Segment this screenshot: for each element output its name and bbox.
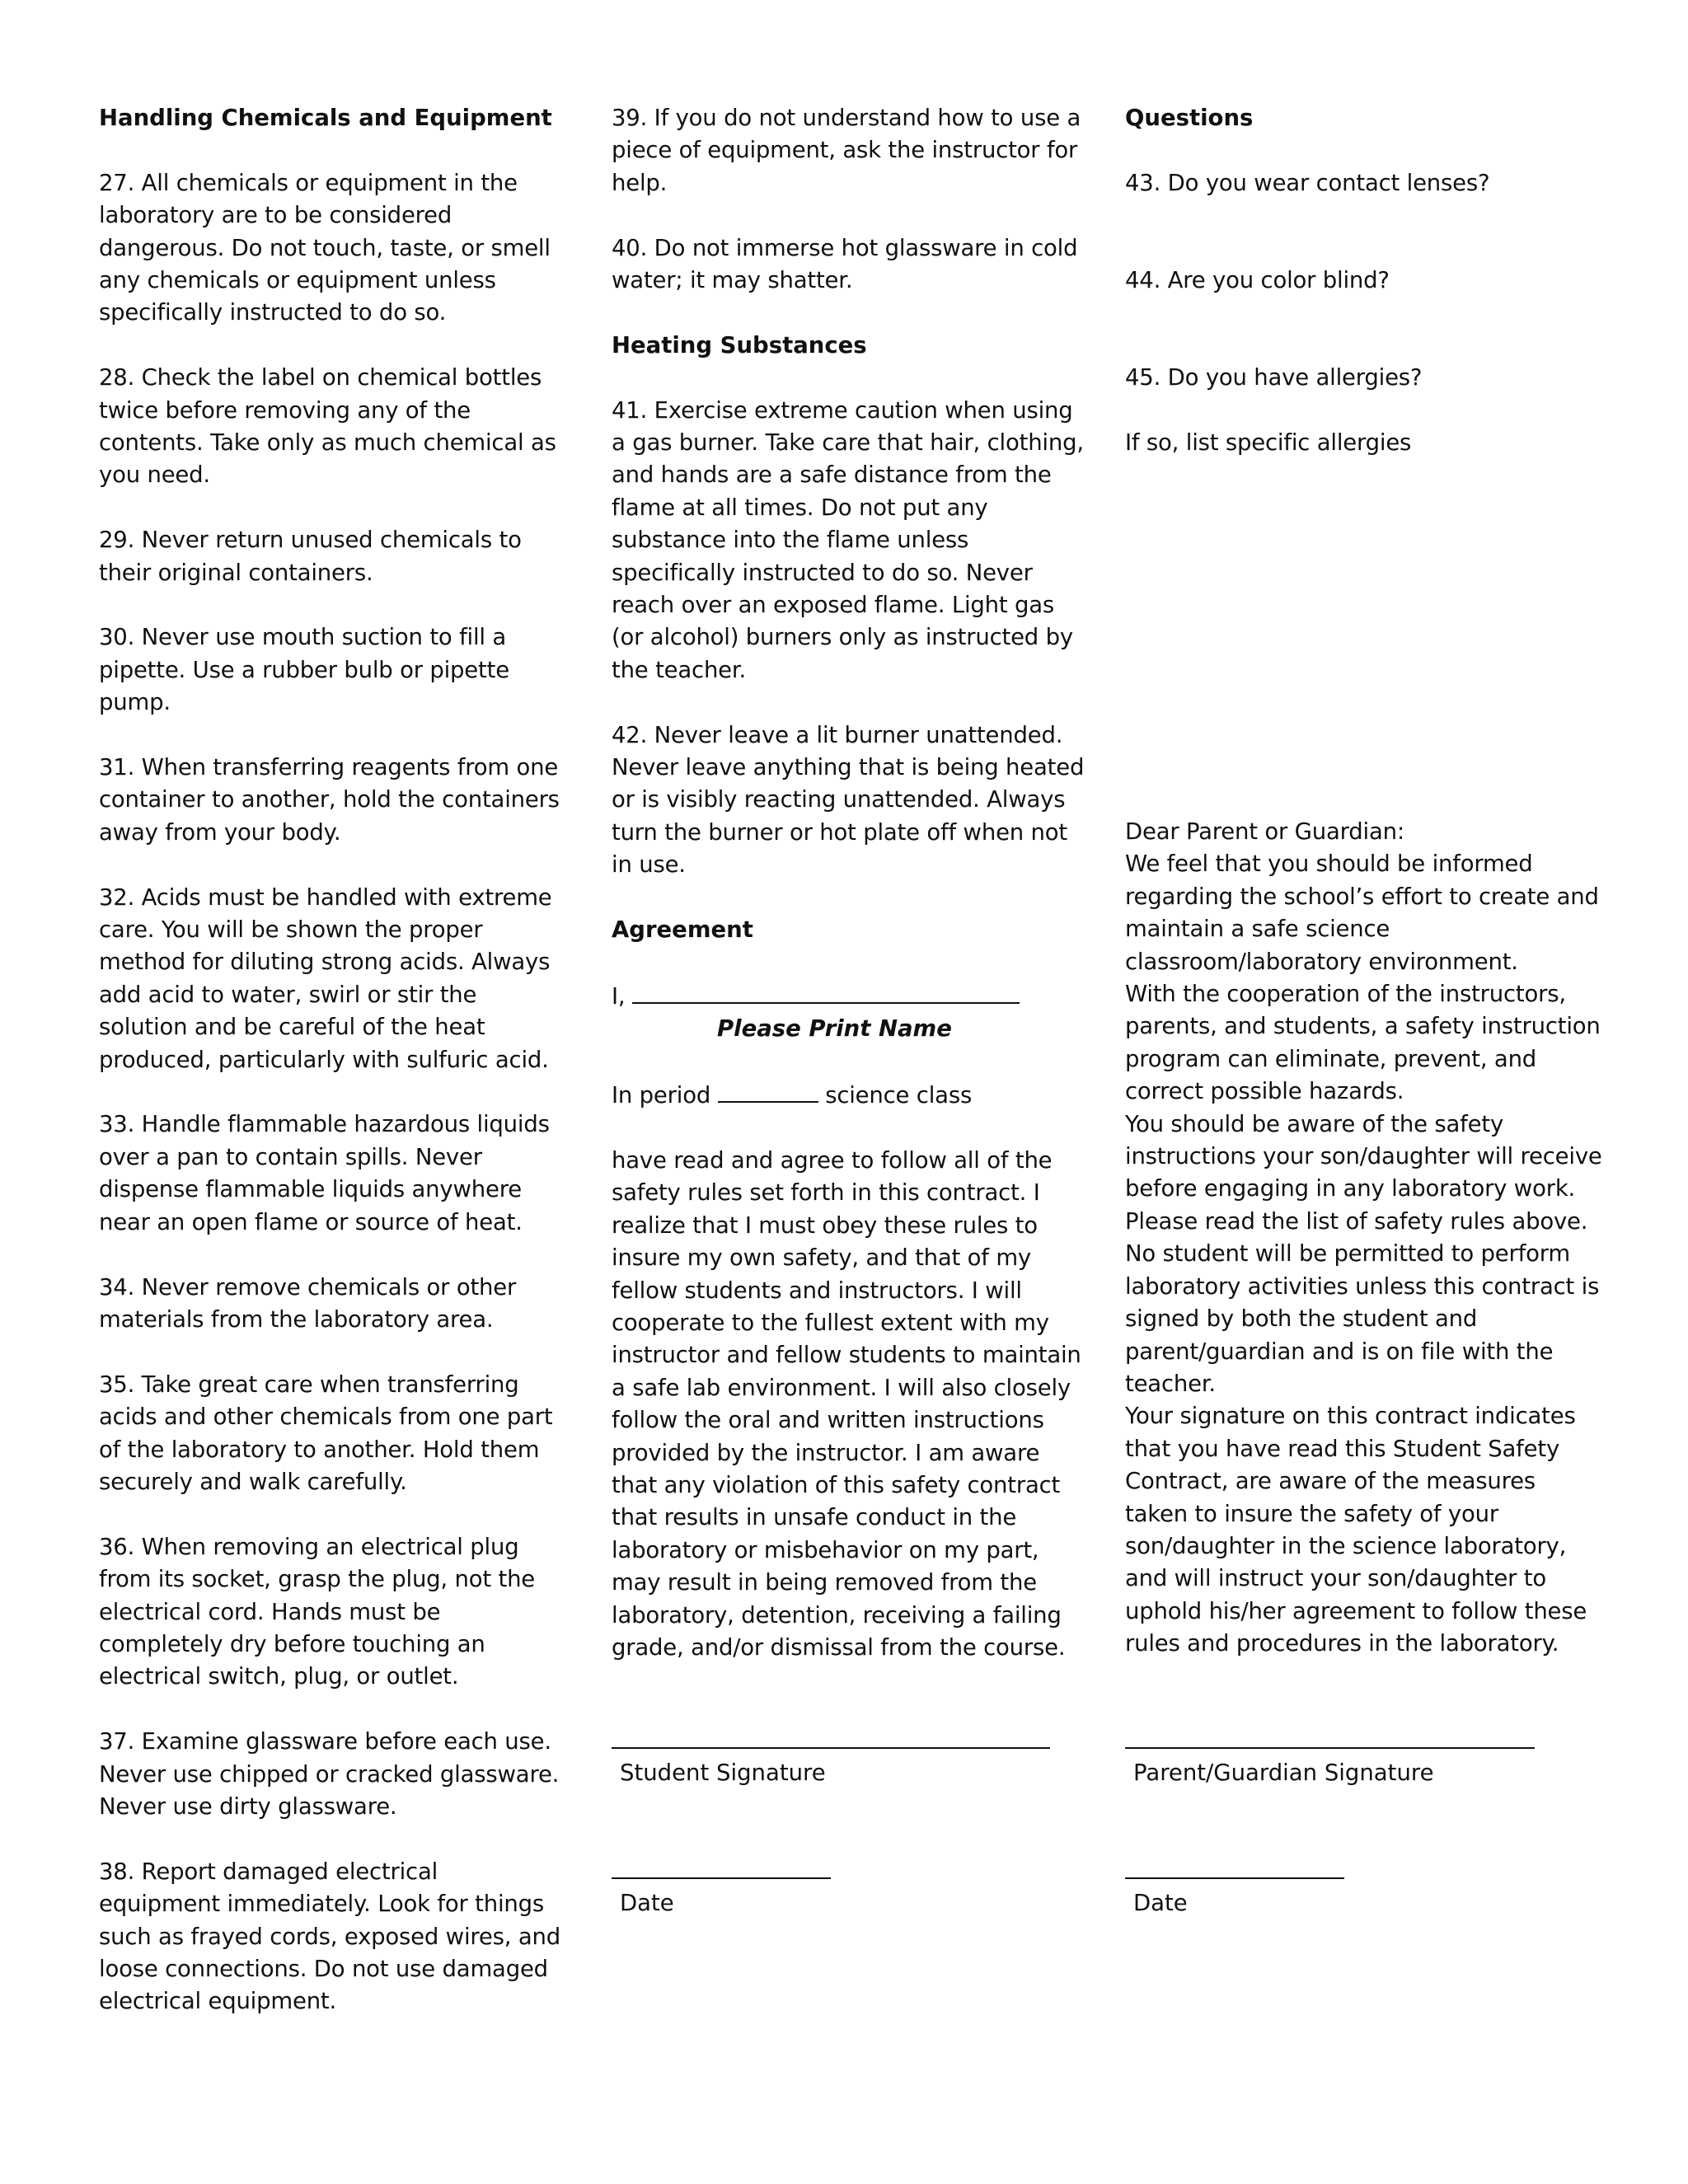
name-line xyxy=(612,979,1090,1013)
parent-signature-line[interactable] xyxy=(1125,1747,1535,1749)
column-heating-agreement xyxy=(612,102,1090,1664)
section-heading-agreement: Agreement xyxy=(612,916,753,944)
column-handling-chemicals xyxy=(99,102,560,2018)
period-prefix: In period xyxy=(612,1082,711,1109)
print-name-caption: Please Print Name xyxy=(717,1015,952,1043)
period-blank[interactable] xyxy=(718,1078,818,1103)
rule-39: 39. If you do not understand how to use a piece of equipment, ask the instructor for help. xyxy=(612,105,1081,196)
period-suffix: science class xyxy=(825,1082,973,1109)
agreement-i-label: I, xyxy=(612,982,626,1010)
student-signature-line[interactable] xyxy=(612,1747,1050,1749)
name-blank[interactable] xyxy=(632,979,1020,1004)
student-signature-label: Student Signature xyxy=(620,1760,826,1786)
question-44: 44. Are you color blind? xyxy=(1125,266,1390,293)
rule-38: 38. Report damaged electrical equipment immediately. Look for things such as frayed cords, exposed wires, and loose connections. Do not use damaged electrical equipment. xyxy=(99,1858,560,2015)
parent-date-label: Date xyxy=(1133,1890,1188,1916)
student-date-line[interactable] xyxy=(612,1877,831,1879)
letter-greeting: Dear Parent or Guardian: xyxy=(1125,818,1404,845)
rule-29: 29. Never return unused chemicals to their original containers. xyxy=(99,527,522,586)
rule-37: 37. Examine glassware before each use. Never use chipped or cracked glassware. Never use dirty glassware. xyxy=(99,1728,560,1820)
allergies-prompt: If so, list specific allergies xyxy=(1125,429,1412,456)
rule-33: 33. Handle flammable hazardous liquids over a pan to contain spills. Never dispense flammable liquids anywhere near an open flame or source of heat. xyxy=(99,1111,550,1235)
letter-paragraph-2: With the cooperation of the instructors, parents, and students, a safety instruction program can eliminate, prevent, and correct possible hazards. xyxy=(1125,981,1601,1105)
rule-32: 32. Acids must be handled with extreme care. You will be shown the proper method for diluting strong acids. Always add acid to water, swirl or stir the solution and be careful of the heat produced, particularly with sulfuric acid. xyxy=(99,883,552,1073)
section-heading-handling: Handling Chemicals and Equipment xyxy=(99,105,552,131)
rule-31: 31. When transferring reagents from one container to another, hold the containers away from your body. xyxy=(99,754,560,846)
rule-40: 40. Do not immerse hot glassware in cold water; it may shatter. xyxy=(612,234,1078,294)
student-date-label: Date xyxy=(620,1890,674,1916)
rule-42: 42. Never leave a lit burner unattended. Never leave anything that is being heated or is visibly reacting unattended. Always turn the burner or hot plate off when not in use. xyxy=(612,721,1085,879)
section-heading-heating: Heating Substances xyxy=(612,331,867,359)
rule-36: 36. When removing an electrical plug from its socket, grasp the plug, not the electrical cord. Hands must be completely dry before touching an electrical switch, plug, or outlet. xyxy=(99,1533,536,1690)
agreement-text: have read and agree to follow all of the safety rules set forth in this contract. I realize that I must obey these rules to insure my own safety, and that of my fellow students and instructors. I will cooperate to the fullest extent with my instructor and fellow students to maintain a safe lab environment. I will also closely follow the oral and written instructions provided by the instructor. I am aware that any violation of this safety contract that results in unsafe conduct in the laboratory or misbehavior on my part, may result in being removed from the laboratory, detention, receiving a failing grade, and/or dismissal from the course. xyxy=(612,1146,1081,1661)
letter-paragraph-4: Your signature on this contract indicates that you have read this Student Safety Contract, are aware of the measures taken to insure the safety of your son/daughter in the science laboratory, and will instruct your son/daughter to uphold his/her agreement to follow these rules and procedures in the laboratory. xyxy=(1125,1403,1587,1657)
period-line xyxy=(612,1078,1090,1112)
parent-signature-label: Parent/Guardian Signature xyxy=(1133,1760,1434,1786)
parent-date-line[interactable] xyxy=(1125,1877,1344,1879)
rule-30: 30. Never use mouth suction to fill a pipette. Use a rubber bulb or pipette pump. xyxy=(99,624,509,716)
column-questions-letter xyxy=(1125,102,1603,459)
rule-34: 34. Never remove chemicals or other materials from the laboratory area. xyxy=(99,1273,517,1333)
section-heading-questions: Questions xyxy=(1125,105,1254,131)
question-45: 45. Do you have allergies? xyxy=(1125,364,1423,391)
rule-35: 35. Take great care when transferring acids and other chemicals from one part of the laboratory to another. Hold them securely and walk carefully. xyxy=(99,1371,553,1495)
rule-27: 27. All chemicals or equipment in the laboratory are to be considered dangerous. Do not touch, taste, or smell any chemicals or equipment unless specifically instructed to do so. xyxy=(99,169,551,326)
parent-letter xyxy=(1125,816,1603,1661)
rule-28: 28. Check the label on chemical bottles twice before removing any of the contents. Take only as much chemical as you need. xyxy=(99,364,556,489)
letter-paragraph-1: We feel that you should be informed regarding the school’s effort to create and maintain a safe science classroom/laboratory environment. xyxy=(1125,851,1599,975)
question-43: 43. Do you wear contact lenses? xyxy=(1125,169,1490,196)
rule-41: 41. Exercise extreme caution when using a gas burner. Take care that hair, clothing, and hands are a safe distance from the flame at all times. Do not put any substance into the flame unless specifically instructed to do so. Never reach over an exposed flame. Light gas (or alcohol) burners only as instructed by the teacher. xyxy=(612,396,1084,683)
letter-paragraph-3: You should be aware of the safety instructions your son/daughter will receive before engaging in any laboratory work. Please read the list of safety rules above. No student will be permitted to perform laboratory activities unless this contract is signed by both the student and parent/guardian and is on file with the teacher. xyxy=(1125,1110,1602,1397)
